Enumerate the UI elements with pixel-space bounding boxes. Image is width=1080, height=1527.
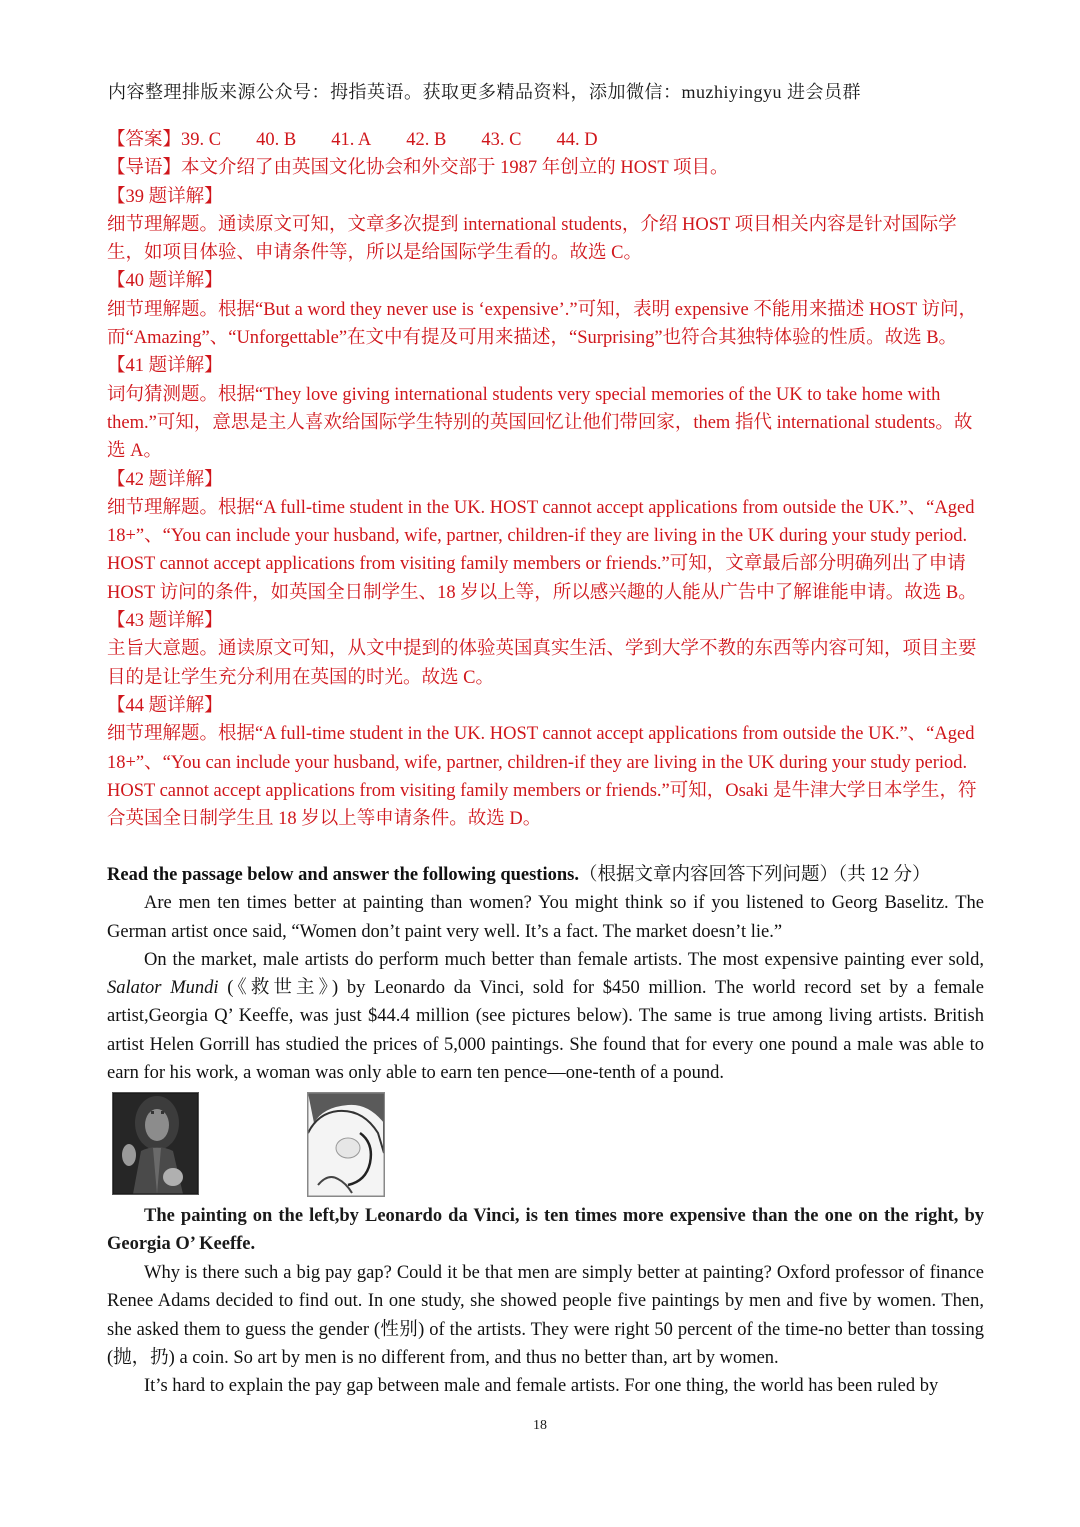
- reading-passage-continued: [107, 1259, 984, 1400]
- explanation-heading: 【42 题详解】: [107, 469, 223, 490]
- explanation-heading: 【40 题详解】: [107, 271, 223, 292]
- answer-item: 42. B: [406, 130, 447, 150]
- guide-line: 【导语】本文介绍了由英国文化协会和外交部于 1987 年创立的 HOST 项目。: [107, 158, 729, 179]
- answer-label: 【答案】: [107, 130, 182, 150]
- passage-paragraph: Are men ten times better at painting than women? You might think so if you listened to Georg Baselitz. The German artist once said, “Women don’t paint very well. It’s a fact. The market doesn’t lie.”: [107, 893, 984, 942]
- passage-instruction: [107, 861, 984, 889]
- answer-item: 44. D: [556, 130, 598, 150]
- answer-item: 43. C: [481, 130, 522, 150]
- answer-line: [107, 126, 987, 154]
- painting-images: [112, 1092, 512, 1195]
- explanation-text: 词句猜测题。根据“They love giving international students very special memories of the UK to take home with them.”可知，意思是主人喜欢给国际学生特别的英国回忆让他们带回家，them 指代 international students。故选 A。: [107, 384, 973, 462]
- instruction-text-cn: （根据文章内容回答下列问题）（共 12 分）: [578, 865, 931, 885]
- passage-paragraph: Why is there such a big pay gap? Could it be that men are simply better at painting? Oxford professor of finance Renee Adams decided to find out. In one study, she showed people five paintings by men and five by women. Then, she asked them to guess the gender (性别) of the artists. They were right 50 percent of the time-no better than tossing (抛，扔) a coin. So art by men is no different from, and thus no better than, art by women.: [107, 1263, 984, 1368]
- okeeffe-painting-image: [307, 1092, 385, 1197]
- explanation-text: 主旨大意题。通读原文可知，从文中提到的体验英国真实生活、学到大学不教的东西等内容可知，项目主要目的是让学生充分利用在英国的时光。故选 C。: [107, 639, 977, 688]
- explanation-text: 细节理解题。根据“But a word they never use is ‘expensive’.”可知，表明 expensive 不能用来描述 HOST 访问，而“Amazing”、“Unforgettable”在文中有提及可用来描述，“Surprising”也符合其独特体验的性质。故选 B。: [107, 299, 978, 349]
- salvator-mundi-image: [112, 1092, 199, 1195]
- passage-paragraph: On the market, male artists do perform much better than female artists. The most expensive painting ever sold, Salator Mundi (《救世主》) by Leonardo da Vinci, sold for $450 million. The world record set by a female artist,Georgia Q’ Keeffe, was just $44.4 million (see pictures below). The same is true among living artists. British artist Helen Gorrill has studied the prices of 5,000 paintings. She found that for every one pound a male was able to earn for his work, a woman was only able to earn ten pence—one-tenth of a pound.: [107, 949, 985, 1084]
- answer-item: 41. A: [331, 130, 372, 150]
- explanation-heading: 【43 题详解】: [107, 611, 223, 632]
- answer-item: 39. C: [181, 130, 222, 150]
- reading-passage: [107, 861, 984, 1087]
- explanation-text: 细节理解题。根据“A full-time student in the UK. HOST cannot accept applications from outside the UK.”、“Aged 18+”、“You can include your husband, wife, partner, children-if they are living in the UK during your study period. HOST cannot accept applications from visiting family members or friends.”可知，Osaki 是牛津大学日本学生，符合英国全日制学生且 18 岁以上等申请条件。故选 D。: [107, 724, 977, 830]
- explanation-heading: 【41 题详解】: [107, 356, 223, 377]
- answer-explanations: [107, 126, 987, 833]
- page-number: 18: [533, 1418, 547, 1433]
- explanation-heading: 【44 题详解】: [107, 695, 223, 716]
- answer-item: 40. B: [256, 130, 297, 150]
- passage-paragraph: It’s hard to explain the pay gap between male and female artists. For one thing, the world has been ruled by: [144, 1376, 939, 1397]
- painting-title: Salator Mundi: [107, 978, 219, 999]
- explanation-text: 细节理解题。通读原文可知，文章多次提到 international students，介绍 HOST 项目相关内容是针对国际学生，如项目体验、申请条件等，所以是给国际学生看的。故选 C。: [107, 214, 957, 264]
- source-header: 内容整理排版来源公众号：拇指英语。获取更多精品资料，添加微信：muzhiyingyu 进会员群: [108, 82, 861, 102]
- image-caption: The painting on the left,by Leonardo da Vinci, is ten times more expensive than the one on the right, by Georgia O’ Keeffe.: [107, 1206, 984, 1255]
- explanation-heading: 【39 题详解】: [107, 186, 223, 207]
- explanation-text: 细节理解题。根据“A full-time student in the UK. HOST cannot accept applications from outside the UK.”、“Aged 18+”、“You can include your husband, wife, partner, children-if they are living in the UK during your study period. HOST cannot accept applications from visiting family members or friends.”可知，文章最后部分明确列出了申请 HOST 访问的条件，如英国全日制学生、18 岁以上等，所以感兴趣的人能从广告中了解谁能申请。故选 B。: [107, 497, 977, 603]
- instruction-text: Read the passage below and answer the following questions.: [107, 865, 579, 885]
